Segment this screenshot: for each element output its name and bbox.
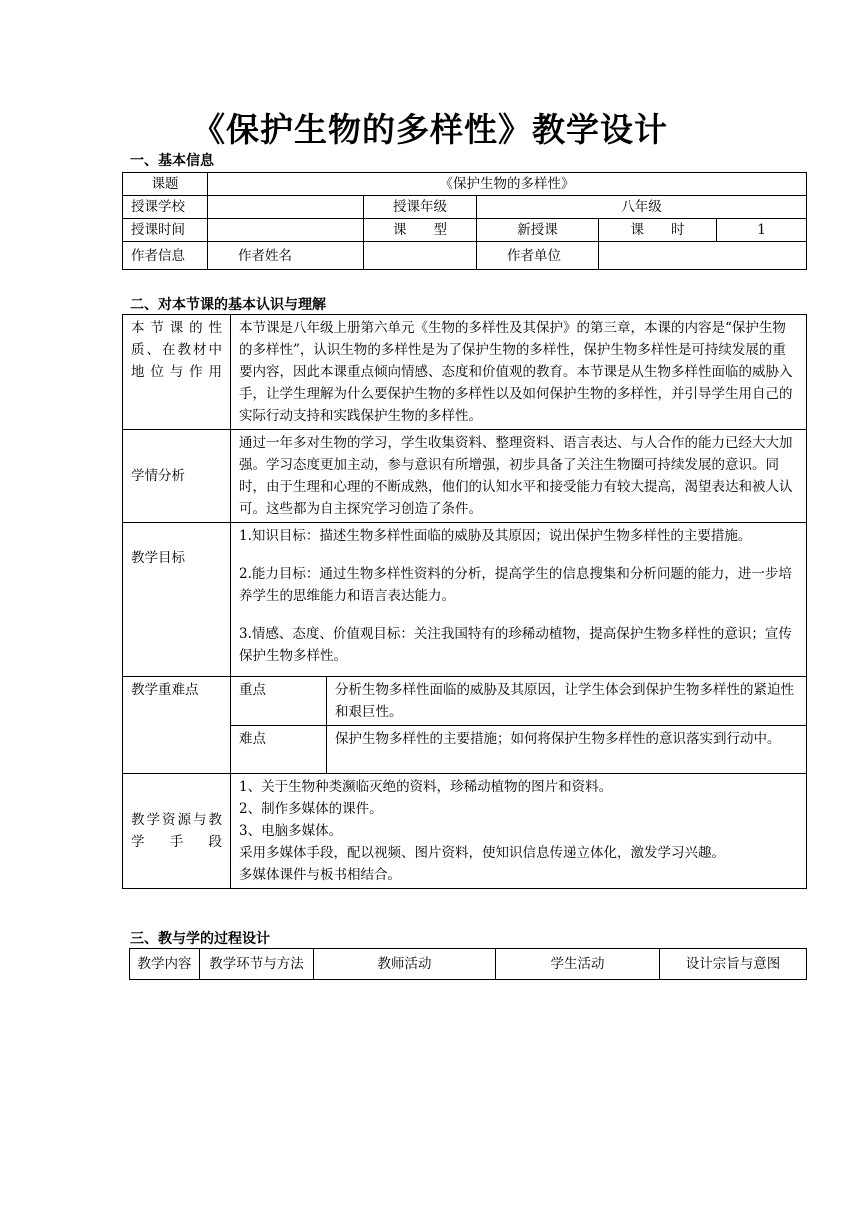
process-col-content: 教学内容	[130, 949, 200, 980]
author-name-value	[364, 242, 477, 270]
understanding-table	[122, 314, 807, 889]
focus-text: 分析生物多样性面临的威胁及其原因，让学生体会到保护生物多样性的紧迫性和艰巨性。	[327, 677, 807, 726]
grade-value: 八年级	[477, 196, 807, 219]
document-title: 《保护生物的多样性》教学设计	[192, 110, 668, 149]
process-col-student: 学生活动	[496, 949, 660, 980]
hours-label: 课 时	[599, 219, 717, 242]
process-col-method: 教学环节与方法	[200, 949, 314, 980]
learner-text: 通过一年多对生物的学习，学生收集资料、整理资料、语言表达、与人合作的能力已经大大加强。学习态度更加主动，参与意识有所增强，初步具备了关注生物圈可持续发展的意识。同时，由于生理和心理的不断成熟，他们的认知水平和接受能力有较大提高，渴望表达和被人认可。这些都为自主探究学习创造了条件。	[231, 430, 807, 523]
author-label: 作者信息	[123, 242, 208, 270]
type-label: 课 型	[364, 219, 477, 242]
difficulty-text: 保护生物多样性的主要措施；如何将保护生物多样性的意识落实到行动中。	[327, 726, 807, 774]
section-heading-basic-info: 一、基本信息	[130, 153, 214, 169]
resource-1: 1、关于生物种类濒临灭绝的资料，珍稀动植物的图片和资料。	[239, 779, 613, 795]
focus-label: 重点	[231, 677, 327, 726]
author-unit-value	[599, 242, 807, 270]
author-unit-label: 作者单位	[477, 242, 599, 270]
goal-1: 1.知识目标：描述生物多样性面临的威胁及其原因；说出保护生物多样性的主要措施。	[239, 528, 752, 544]
resources-label: 教学资源与教学手段	[123, 774, 231, 889]
position-label: 本节课的性质、在教材中地位与作用	[123, 315, 231, 430]
grade-label: 授课年级	[364, 196, 477, 219]
school-label: 授课学校	[123, 196, 208, 219]
difficulty-label: 难点	[231, 726, 327, 774]
goals-label: 教学目标	[123, 523, 231, 677]
goal-2: 2.能力目标：通过生物多样性资料的分析，提高学生的信息搜集和分析问题的能力，进一步培养学生的思维能力和语言表达能力。	[239, 566, 792, 604]
process-table	[129, 948, 807, 980]
resource-3: 3、电脑多媒体。	[239, 823, 343, 839]
topic-label: 课题	[123, 173, 208, 196]
learner-label: 学情分析	[123, 430, 231, 523]
hours-value: 1	[717, 219, 807, 242]
time-value	[208, 219, 364, 242]
goal-3: 3.情感、态度、价值观目标：关注我国特有的珍稀动植物，提高保护生物多样性的意识；宣传保护生物多样性。	[239, 626, 792, 664]
process-col-teacher: 教师活动	[314, 949, 496, 980]
basic-info-table	[122, 172, 807, 270]
section-heading-understanding: 二、对本节课的基本认识与理解	[130, 297, 326, 313]
author-name-label: 作者姓名	[208, 242, 364, 270]
school-value	[208, 196, 364, 219]
resources-text	[231, 774, 807, 889]
keypoints-label: 教学重难点	[123, 677, 231, 774]
resource-2: 2、制作多媒体的课件。	[239, 801, 383, 817]
position-text: 本节课是八年级上册第六单元《生物的多样性及其保护》的第三章，本课的内容是“保护生物的多样性”，认识生物的多样性是为了保护生物的多样性，保护生物多样性是可持续发展的重要内容，因此本课重点倾向情感、态度和价值观的教育。本节课是从生物多样性面临的威胁入手，让学生理解为什么要保护生物的多样性以及如何保护生物的多样性，并引导学生用自己的实际行动支持和实践保护生物的多样性。	[231, 315, 807, 430]
type-value: 新授课	[477, 219, 599, 242]
process-col-intent: 设计宗旨与意图	[660, 949, 807, 980]
resource-5: 多媒体课件与板书相结合。	[239, 867, 401, 883]
topic-value: 《保护生物的多样性》	[208, 173, 807, 196]
section-heading-process: 三、教与学的过程设计	[130, 931, 270, 947]
goals-text	[231, 523, 807, 677]
time-label: 授课时间	[123, 219, 208, 242]
resource-4: 采用多媒体手段，配以视频、图片资料，使知识信息传递立体化，激发学习兴趣。	[239, 845, 725, 861]
